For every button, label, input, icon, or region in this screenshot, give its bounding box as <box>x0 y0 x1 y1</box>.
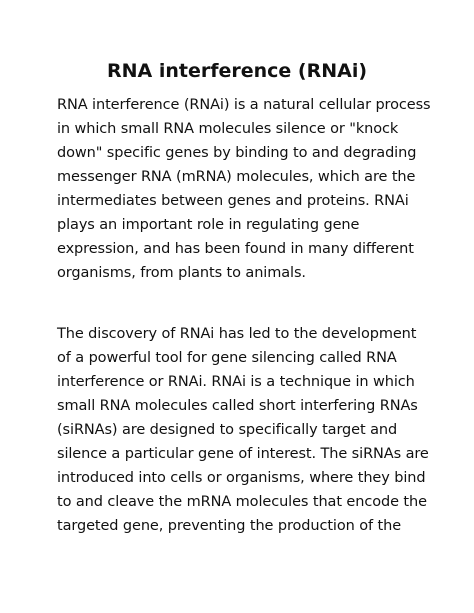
paragraph-2-line: targeted gene, preventing the production of the <box>57 518 402 534</box>
paragraph-1-line: organisms, from plants to animals. <box>57 265 306 281</box>
paragraph-1 <box>57 93 437 285</box>
paragraph-2-line: interference or RNAi. RNAi is a technique in which <box>57 374 415 390</box>
paragraph-1-line: expression, and has been found in many different <box>57 241 414 257</box>
paragraph-1-line: RNA interference (RNAi) is a natural cellular process <box>57 97 431 113</box>
paragraph-2-line: to and cleave the mRNA molecules that encode the <box>57 494 427 510</box>
paragraph-2-line: (siRNAs) are designed to specifically target and <box>57 422 398 438</box>
paragraph-2-line: of a powerful tool for gene silencing called RNA <box>57 350 397 366</box>
paragraph-1-line: down" specific genes by binding to and degrading <box>57 145 417 161</box>
paragraph-1-line: intermediates between genes and proteins. RNAi <box>57 193 409 209</box>
paragraph-1-line: messenger RNA (mRNA) molecules, which are the <box>57 169 416 185</box>
paragraph-2-line: small RNA molecules called short interfering RNAs <box>57 398 418 414</box>
paragraph-2-line: silence a particular gene of interest. The siRNAs are <box>57 446 429 462</box>
paragraph-2-line: The discovery of RNAi has led to the development <box>57 326 417 342</box>
paragraph-1-line: in which small RNA molecules silence or "knock <box>57 121 399 137</box>
paragraph-1-line: plays an important role in regulating gene <box>57 217 360 233</box>
paragraph-2-line: introduced into cells or organisms, where they bind <box>57 470 426 486</box>
paragraph-2 <box>57 322 437 538</box>
document-title: RNA interference (RNAi) <box>106 60 368 82</box>
